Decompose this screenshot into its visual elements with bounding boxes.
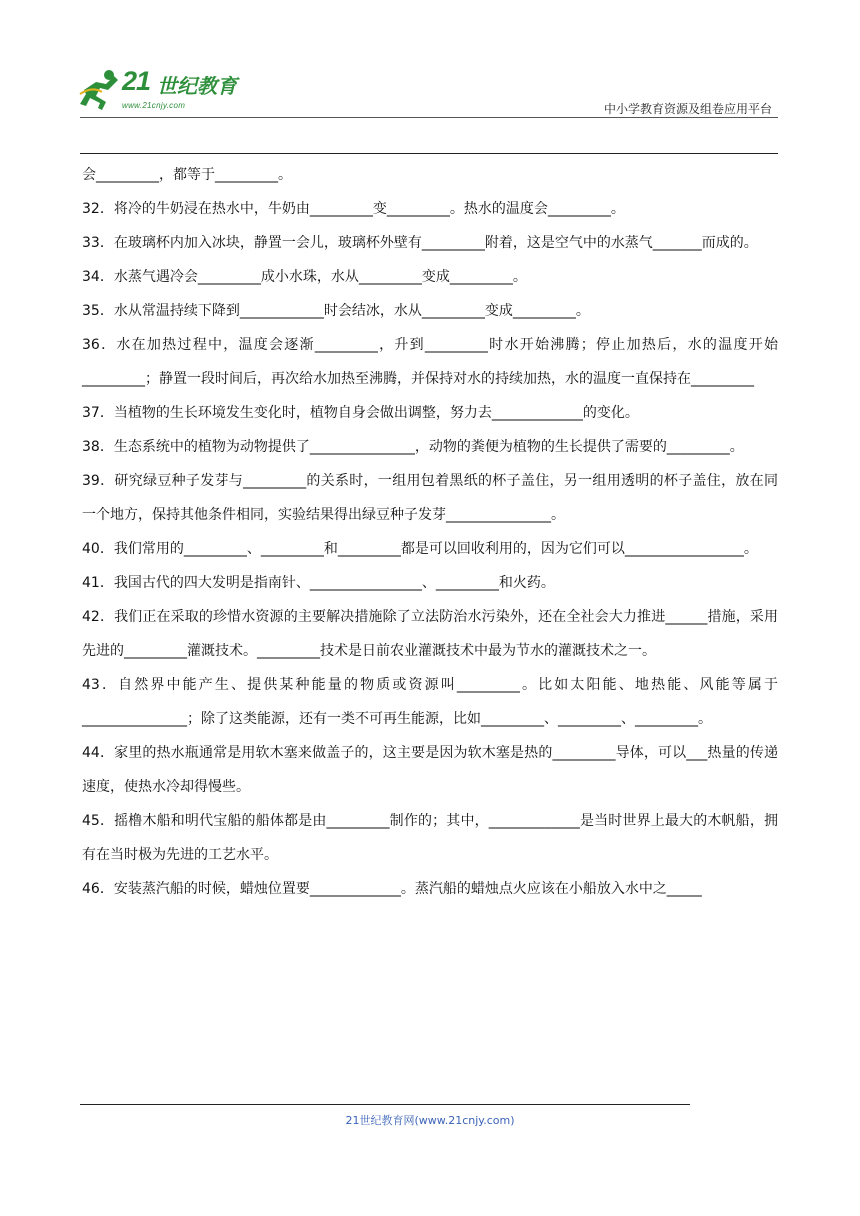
logo-number: 21 (122, 66, 151, 96)
question-44: 44．家里的热水瓶通常是用软木塞来做盖子的，这主要是因为软木塞是热的_________导体，可以___热量的传递速度，使热水冷却得慢些。 (82, 745, 778, 795)
logo-url: www.21cnjy.com (122, 101, 186, 110)
question-33: 33．在玻璃杯内加入冰块，静置一会儿，玻璃杯外壁有_________附着，这是空气中的水蒸气_______而成的。 (82, 235, 758, 251)
question-41: 41．我国古代的四大发明是指南针、________________、_________和火药。 (82, 575, 555, 591)
question-37: 37．当植物的生长环境发生变化时，植物自身会做出调整，努力去_____________的变化。 (82, 405, 639, 421)
question-36: 36．水在加热过程中，温度会逐渐_________，升到_________时水开始沸腾；停止加热后，水的温度开始_________；静置一段时间后，再次给水加热至沸腾，并保持对水的持续加热，水的温度一直保持在_________ (82, 337, 778, 387)
runner-logo-icon (78, 68, 124, 112)
question-42: 42．我们正在采取的珍惜水资源的主要解决措施除了立法防治水污染外，还在全社会大力推进______措施，采用先进的_________灌溉技术。_________技术是日前农业灌溉技术中最为节水的灌溉技术之一。 (82, 609, 778, 659)
question-39: 39．研究绿豆种子发芽与_________的关系时，一组用包着黑纸的杯子盖住，另一组用透明的杯子盖住，放在同一个地方，保持其他条件相同，实验结果得出绿豆种子发芽_______________。 (82, 473, 778, 523)
footer-link[interactable]: 21世纪教育网(www.21cnjy.com) (345, 1114, 515, 1127)
question-34: 34．水蒸气遇冷会_________成小水珠，水从_________变成_________。 (82, 269, 527, 285)
logo-text: 世纪教育 (157, 74, 237, 98)
content-top-divider (80, 153, 778, 154)
question-46: 46．安装蒸汽船的时候，蜡烛位置要_____________。蒸汽船的蜡烛点火应该在小船放入水中之_____ (82, 881, 702, 897)
question-40: 40．我们常用的_________、_________和_________都是可以回收利用的，因为它们可以_________________。 (82, 541, 758, 557)
platform-title: 中小学教育资源及组卷应用平台 (603, 102, 772, 116)
question-43: 43．自然界中能产生、提供某种能量的物质或资源叫_________。比如太阳能、地热能、风能等属于_______________；除了这类能源，还有一类不可再生能源，比如_________、_________、_________。 (82, 677, 778, 727)
question-45: 45．摇橹木船和明代宝船的船体都是由_________制作的；其中，_____________是当时世界上最大的木帆船，拥有在当时极为先进的工艺水平。 (82, 813, 778, 863)
question-list (82, 158, 778, 906)
question-35: 35．水从常温持续下降到____________时会结冰，水从_________变成_________。 (82, 303, 590, 319)
question-38: 38．生态系统中的植物为动物提供了_______________，动物的粪便为植物的生长提供了需要的_________。 (82, 439, 744, 455)
site-logo (78, 64, 248, 116)
question-32: 32．将冷的牛奶浸在热水中，牛奶由_________变_________。热水的温度会_________。 (82, 201, 625, 217)
header-divider (80, 117, 778, 118)
footer-divider (80, 1104, 690, 1105)
question-31-continued: 会_________，都等于_________。 (82, 167, 292, 183)
